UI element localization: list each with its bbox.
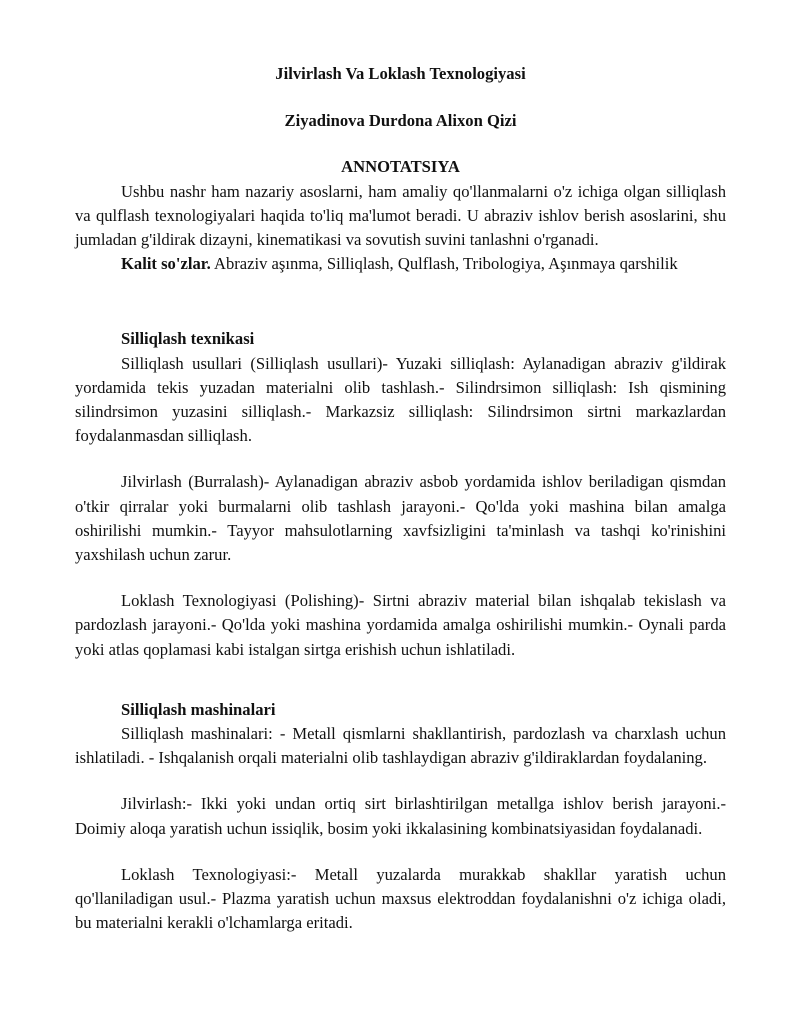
body-paragraph: Silliqlash mashinalari: - Metall qismlarni shakllantirish, pardozlash va charxlash uchun ishlatiladi. - Ishqalanish orqali materialni olib tashlaydigan abraziv g'ildiraklardan foydalaning. — [75, 724, 726, 768]
keywords-text: Abraziv aşınma, Silliqlash, Qulflash, Tribologiya, Aşınmaya qarshilik — [210, 254, 678, 274]
annotation-text: Ushbu nashr ham nazariy asoslarni, ham amaliy qo'llanmalarni o'z ichiga olgan silliqlash va qulflash texnologiyalari haqida to'liq ma'lumot beradi. U abraziv ishlov berish asoslarini, shu jumladan g'ildirak dizayni, kinematikasi va sovutish suvini tanlashni o'rganadi. — [75, 181, 726, 250]
body-paragraph: Loklash Texnologiyasi:- Metall yuzalarda murakkab shakllar yaratish uchun qo'llaniladigan usul.- Plazma yaratish uchun maxsus elektroddan foydalanishni o'z ichiga oladi, bu materialni kerakli o'lchamlarga eritadi. — [75, 864, 726, 933]
annotation-heading: ANNOTATSIYA — [341, 157, 460, 177]
keywords-paragraph — [75, 252, 726, 276]
body-paragraph: Jilvirlash:- Ikki yoki undan ortiq sirt birlashtirilgan metallga ishlov berish jarayoni.- Doimiy aloqa yaratish uchun issiqlik, bosim yoki ikkalasining kombinatsiyasidan foydalanadi. — [75, 794, 726, 838]
section-heading: Silliqlash texnikasi — [121, 329, 255, 349]
document-page — [75, 62, 726, 935]
body-paragraph: Loklash Texnologiyasi (Polishing)- Sirtni abraziv material bilan ishqalab tekislash va pardozlash jarayoni.- Qo'lda yoki mashina yordamida amalga oshirilishi mumkin.- Oynali parda yoki atlas qoplamasi kabi istalgan sirtga erishish uchun ishlatiladi. — [75, 591, 726, 659]
body-paragraph: Silliqlash usullari (Silliqlash usullari)- Yuzaki silliqlash: Aylanadigan abraziv g'ildirak yordamida tekis yuzadan materialni olib tashlash.- Silindrsimon silliqlash: Ish qismining silindrsimon yuzasini silliqlash.- Markazsiz silliqlash: Silindrsimon sirtni markazlardan foydalanmasdan silliqlash. — [75, 353, 726, 446]
body-paragraph: Jilvirlash (Burralash)- Aylanadigan abraziv asbob yordamida ishlov beriladigan qismdan o'tkir qirralar yoki burmalarni olib tashlash jarayoni.- Qo'lda yoki mashina bilan amalga oshirilishi mumkin.- Tayyor mahsulotlarning xavfsizligini ta'minlash va tashqi ko'rinishini yaxshilash uchun zarur. — [75, 472, 726, 565]
paper-title: Jilvirlash Va Loklash Texnologiyasi — [275, 64, 526, 83]
author-name: Ziyadinova Durdona Alixon Qizi — [284, 111, 517, 131]
keywords-label: Kalit so'zlar. — [121, 254, 211, 274]
section-heading: Silliqlash mashinalari — [121, 699, 276, 719]
